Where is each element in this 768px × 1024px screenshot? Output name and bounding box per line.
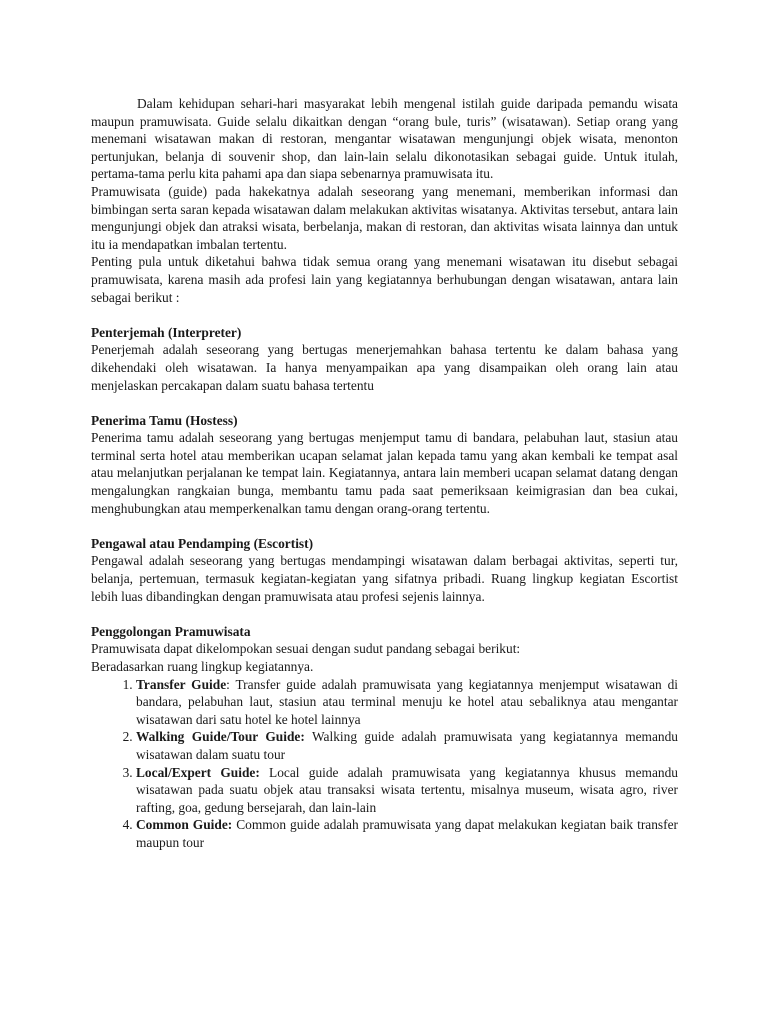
list-item-text: Common guide adalah pramuwisata yang dapat melakukan kegiatan baik transfer maupun tour <box>136 817 678 850</box>
list-item <box>136 764 678 817</box>
list-item <box>136 676 678 729</box>
guide-type-list <box>91 676 678 852</box>
intro-paragraph-1: Dalam kehidupan sehari-hari masyarakat lebih mengenal istilah guide daripada pemandu wisata maupun pramuwisata. Guide selalu dikaitkan dengan “orang bule, turis” (wisatawan). Setiap orang yang menemani wisatawan makan di restoran, mengantar wisatawan mengunjungi objek wisata, menonton pertunjukan, belanja di souvenir shop, dan lain-lain selalu dikonotasikan sebagai guide. Untuk itulah, pertama-tama perlu kita pahami apa dan siapa sebenarnya pramuwisata itu. <box>91 96 678 182</box>
classification-intro-1: Pramuwisata dapat dikelompokan sesuai dengan sudut pandang sebagai berikut: <box>91 641 521 657</box>
classification-heading: Penggolongan Pramuwisata <box>91 623 251 639</box>
list-item <box>136 816 678 851</box>
intro-paragraph-2: Pramuwisata (guide) pada hakekatnya adalah seseorang yang menemani, memberikan informasi dan bimbingan serta saran kepada wisatawan dalam melakukan aktivitas wisatanya. Aktivitas tersebut, antara lain mengunjungi objek dan atraksi wisata, berbelanja, makan di restoran, dan aktivitas wisata lainnya dan untuk itu ia mendapatkan imbalan tertentu. <box>91 183 678 252</box>
document-page <box>91 95 678 852</box>
intro-paragraph-3: Penting pula untuk diketahui bahwa tidak semua orang yang menemani wisatawan itu disebut sebagai pramuwisata, karena masih ada profesi lain yang kegiatannya berhubungan dengan wisatawan, antara lain sebagai berikut : <box>91 254 678 305</box>
section-heading-escortist: Pengawal atau Pendamping (Escortist) <box>91 535 314 551</box>
list-item-text: Local guide adalah pramuwisata yang kegiatannya khusus memandu wisatawan pada suatu objek atau transaksi wisata tertentu, misalnya museum, wisata agro, river rafting, goa, gedung bersejarah, dan lain-lain <box>136 764 678 815</box>
section-body-hostess: Penerima tamu adalah seseorang yang bertugas menjemput tamu di bandara, pelabuhan laut, stasiun atau terminal serta hotel atau memberikan ucapan selamat jalan kepada tamu yang akan kembali ke tempat asal atau melanjutkan perjalanan ke tempat lain. Kegiatannya, antara lain memberi ucapan selamat datang dengan mengalungkan rangkaian bunga, membantu tamu pada saat pemeriksaan keimigrasian dan bea cukai, menghubungkan atau memperkenalkan tamu dengan orang-orang tertentu. <box>91 430 678 516</box>
section-heading-interpreter: Penterjemah (Interpreter) <box>91 324 242 340</box>
section-body-interpreter: Penerjemah adalah seseorang yang bertugas menerjemahkan bahasa tertentu ke dalam bahasa yang dikehendaki oleh wisatawan. Ia hanya menyampaikan apa yang disampaikan oleh orang lain atau menjelaskan percakapan dalam suatu bahasa tertentu <box>91 342 678 393</box>
list-item <box>136 728 678 763</box>
classification-intro-2: Beradasarkan ruang lingkup kegiatannya. <box>91 659 314 674</box>
list-item-text: : Transfer guide adalah pramuwisata yang kegiatannya menjemput wisatawan di bandara, pelabuhan laut, stasiun atau terminal menuju ke hotel atau sebaliknya atau mengantar wisatawan dari satu hotel ke hotel lainnya <box>136 676 678 727</box>
list-item-term: Common Guide: <box>136 817 233 833</box>
section-heading-hostess: Penerima Tamu (Hostess) <box>91 412 238 428</box>
list-item-term: Walking Guide/Tour Guide: <box>136 729 305 745</box>
section-body-escortist: Pengawal adalah seseorang yang bertugas mendampingi wisatawan dalam berbagai aktivitas, seperti tur, belanja, pertemuan, termasuk kegiatan-kegiatan yang sifatnya pribadi. Ruang lingkup kegiatan Escortist lebih luas dibandingkan dengan pramuwisata atau profesi sejenis lainnya. <box>91 553 678 604</box>
list-item-term: Local/Expert Guide: <box>136 764 260 780</box>
list-item-text: Walking guide adalah pramuwisata yang kegiatannya memandu wisatawan dalam suatu tour <box>136 729 678 762</box>
list-item-term: Transfer Guide <box>136 676 227 692</box>
